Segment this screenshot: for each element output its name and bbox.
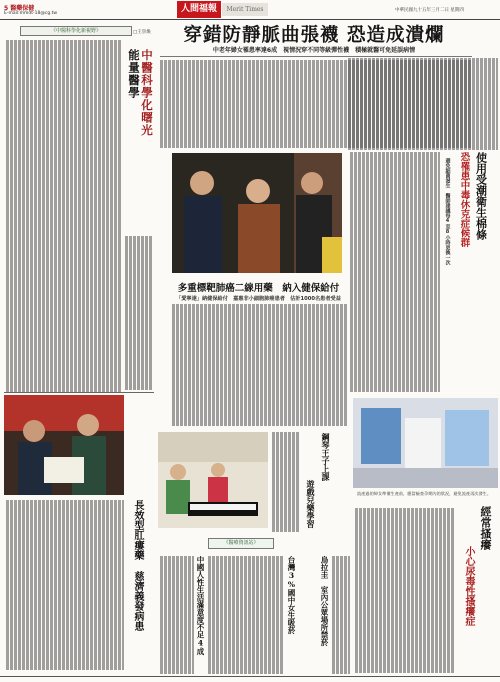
left-article-text (6, 40, 122, 392)
pregnancy-cards-photo (353, 398, 498, 488)
main-headline: 穿錯防靜脈曲張襪 恐造成潰爛 (183, 25, 445, 46)
page-number: 5 醫藥保健 (4, 5, 35, 12)
medical-info-tag: 《醫療資訊站》 (208, 538, 274, 549)
page-email: E-mail:mmdt-18@cg.tw (4, 11, 58, 16)
lower-right-headline-b: 小心尿毒性搔癢症 (463, 546, 474, 626)
issue-date: 中華民國九十五年三月二日 星期四 (395, 8, 464, 13)
left-column-tag: 《中醫科學化新視野》 (20, 26, 132, 36)
medical-text-a (208, 556, 284, 674)
left-divider (4, 392, 154, 393)
medical-text-b (160, 556, 194, 674)
medical-headline-c: 烏拉圭 室內公眾場所禁菸 (320, 556, 329, 646)
main-subheadline: 中老年婦女罹患率達6成 視情況穿不同等級彈性襪 積極就醫可免延誤病情 (212, 47, 416, 54)
piano-headline-b: 遊戲兒樂學習 (306, 480, 316, 528)
award-photo (4, 395, 124, 495)
right-subheadline: 避免細菌滋生 醫師建議每4至8小時更換一次 (444, 158, 451, 265)
piano-headline-a: 鋼琴王子上課 (321, 433, 331, 481)
lower-right-headline-a: 經常搔癢 (479, 506, 492, 550)
piano-class-photo (158, 432, 268, 528)
right-article-text (350, 152, 440, 392)
newspaper-logo-sub: Merit Times (222, 3, 268, 16)
left-headline-b: 中醫科學化曙光 (140, 49, 154, 137)
photo-subheadline: 「愛寧達」納健保給付 嘉惠非小細胞肺癌患者 估計1000名患者受益 (176, 296, 341, 302)
photo-headline: 多重標靶肺癌二線用藥 納入健保給付 (177, 283, 340, 294)
left-headline-a: 能量醫學 (127, 49, 141, 99)
right-headline-b: 恐罹患中毒休克症候群 (458, 152, 470, 247)
masthead (0, 0, 500, 22)
left-column-author: □王崇煥 (133, 30, 151, 35)
page-bottom-rule (0, 676, 500, 677)
cards-caption: 流產過的婦女準備生產前，應當檢查孕期內的狀況，避免流產再次發生。 (357, 491, 492, 496)
left-bottom-text (6, 500, 124, 670)
right-headline-a: 使用受潮衛生棉條 (474, 152, 488, 240)
lower-right-text (355, 508, 455, 673)
newspaper-logo: 人間福報 (177, 1, 221, 18)
right-top-text (348, 58, 498, 150)
medical-headline-a: 台灣3%國中女生吸菸 (287, 556, 296, 634)
masthead-rule (0, 19, 500, 20)
medical-text-c (332, 556, 350, 674)
left-bottom-headline: 長效型肛瘻藥 慈濟義發病患 (132, 500, 143, 631)
piano-text (272, 432, 300, 532)
medical-headline-b: 中國人性生活滿意度不足4成 (196, 556, 205, 655)
left-article-text-b (125, 236, 153, 390)
drug-article-text (172, 304, 348, 426)
officials-photo (172, 153, 342, 273)
main-rule (160, 56, 472, 57)
